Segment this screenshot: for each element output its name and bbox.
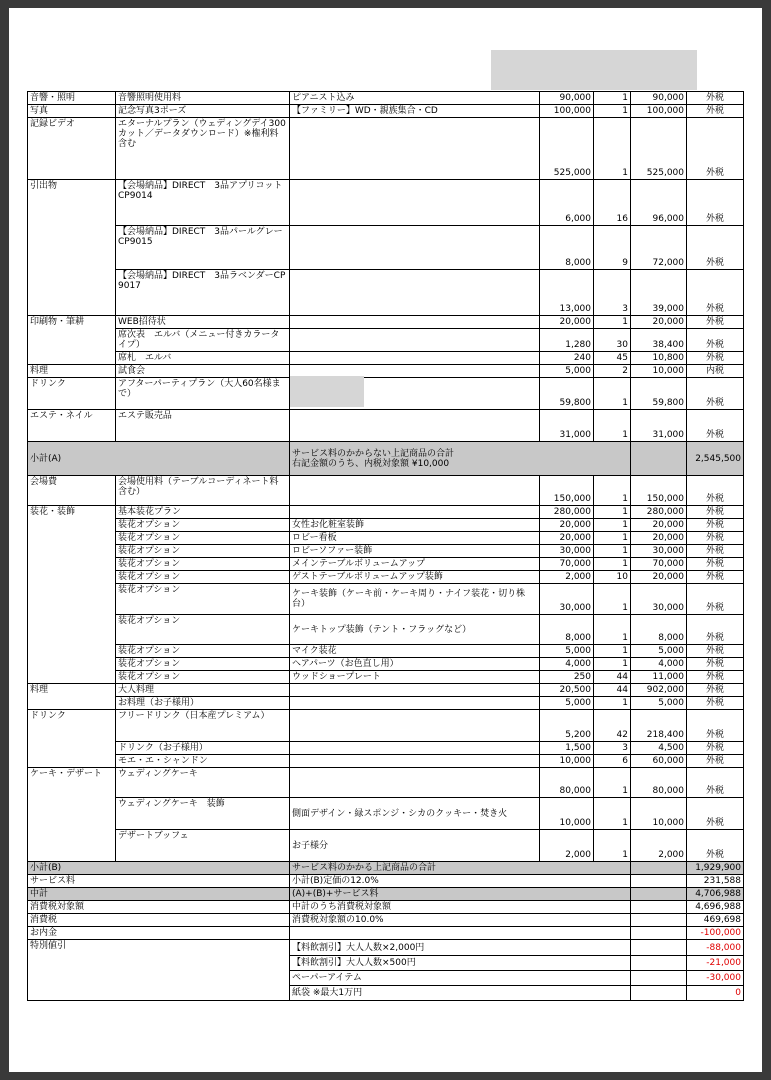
quantity-cell: 1 (594, 658, 631, 671)
amount-cell: 4,000 (631, 658, 687, 671)
quantity-cell: 1 (594, 92, 631, 105)
unit-price-cell: 280,000 (540, 506, 594, 519)
line-item-row (28, 180, 744, 226)
item-name-cell: 装花オプション (116, 558, 290, 571)
item-note-cell (290, 410, 540, 442)
unit-price-cell: 1,280 (540, 329, 594, 352)
summary-note-cell (290, 927, 631, 940)
item-name-cell: 席次表 エルバ（メニュー付きカラータイプ） (116, 329, 290, 352)
unit-price-cell: 525,000 (540, 118, 594, 180)
tax-type-cell: 外税 (687, 316, 744, 329)
tax-type-cell: 外税 (687, 710, 744, 742)
tax-type-cell: 外税 (687, 118, 744, 180)
amount-cell: 2,000 (631, 830, 687, 862)
unit-price-cell: 10,000 (540, 798, 594, 830)
quantity-cell: 1 (594, 476, 631, 506)
discount-amount-cell: -30,000 (687, 971, 744, 986)
item-note-cell (290, 180, 540, 226)
item-note-cell: ピアニスト込み (290, 92, 540, 105)
subtotal-a-amount: 2,545,500 (687, 442, 744, 476)
tax-type-cell: 外税 (687, 180, 744, 226)
quantity-cell: 1 (594, 532, 631, 545)
amount-cell: 100,000 (631, 105, 687, 118)
tax-type-cell: 外税 (687, 519, 744, 532)
line-item-row (28, 105, 744, 118)
subtotal-a-note-line1: サービス料のかからない上記商品の合計 (292, 448, 455, 459)
amount-cell: 59,800 (631, 378, 687, 410)
tax-type-cell: 外税 (687, 658, 744, 671)
item-note-cell: お子様分 (290, 830, 540, 862)
quantity-cell: 42 (594, 710, 631, 742)
amount-cell: 10,000 (631, 365, 687, 378)
item-name-cell: 装花オプション (116, 571, 290, 584)
item-note-cell: マイク装花 (290, 645, 540, 658)
summary-row (28, 888, 744, 901)
tax-type-cell: 外税 (687, 226, 744, 270)
item-note-cell (290, 506, 540, 519)
discount-qty-cell (631, 956, 687, 971)
tax-type-cell: 外税 (687, 352, 744, 365)
amount-cell: 902,000 (631, 684, 687, 697)
line-item-row (28, 226, 744, 270)
subtotal-a-note (290, 442, 631, 476)
summary-note-cell: 消費税対象額の10.0% (290, 914, 631, 927)
summary-note-cell: 中計のうち消費税対象額 (290, 901, 631, 914)
unit-price-cell: 6,000 (540, 180, 594, 226)
quantity-cell: 6 (594, 755, 631, 768)
item-note-cell (290, 755, 540, 768)
item-name-cell: 【会場納品】DIRECT 3品ラベンダーCP9017 (116, 270, 290, 316)
unit-price-cell: 250 (540, 671, 594, 684)
amount-cell: 70,000 (631, 558, 687, 571)
quantity-cell: 1 (594, 410, 631, 442)
amount-cell: 60,000 (631, 755, 687, 768)
tax-type-cell: 外税 (687, 105, 744, 118)
line-item-row (28, 558, 744, 571)
tax-type-cell: 外税 (687, 506, 744, 519)
item-name-cell: 【会場納品】DIRECT 3品パールグレーCP9015 (116, 226, 290, 270)
quantity-cell: 1 (594, 768, 631, 798)
summary-note-cell: (A)+(B)+サービス料 (290, 888, 631, 901)
category-cell: ケーキ・デザート (28, 768, 116, 862)
unit-price-cell: 80,000 (540, 768, 594, 798)
tax-type-cell: 外税 (687, 532, 744, 545)
quantity-cell: 1 (594, 584, 631, 615)
amount-cell: 30,000 (631, 584, 687, 615)
unit-price-cell: 90,000 (540, 92, 594, 105)
quantity-cell: 1 (594, 645, 631, 658)
quantity-cell: 1 (594, 105, 631, 118)
item-name-cell: 装花オプション (116, 545, 290, 558)
item-name-cell: ウェディングケーキ 装飾 (116, 798, 290, 830)
item-note-cell: ロビーソファー装飾 (290, 545, 540, 558)
amount-cell: 5,000 (631, 697, 687, 710)
category-cell: ドリンク (28, 378, 116, 410)
line-item-row (28, 584, 744, 615)
line-item-row (28, 378, 744, 410)
item-note-cell (290, 768, 540, 798)
line-item-row (28, 329, 744, 352)
line-item-row (28, 352, 744, 365)
quantity-cell: 44 (594, 671, 631, 684)
summary-row (28, 862, 744, 875)
line-item-row (28, 545, 744, 558)
summary-qty-cell (631, 875, 687, 888)
item-name-cell: 装花オプション (116, 671, 290, 684)
unit-price-cell: 20,000 (540, 532, 594, 545)
tax-type-cell: 外税 (687, 476, 744, 506)
discount-amount-cell: -88,000 (687, 940, 744, 956)
amount-cell: 96,000 (631, 180, 687, 226)
summary-note-cell: 小計(B)定価の12.0% (290, 875, 631, 888)
item-note-cell (290, 742, 540, 755)
amount-cell: 20,000 (631, 316, 687, 329)
category-cell: 装花・装飾 (28, 506, 116, 684)
item-note-cell (290, 226, 540, 270)
category-cell: 写真 (28, 105, 116, 118)
item-name-cell: 装花オプション (116, 584, 290, 615)
quantity-cell: 16 (594, 180, 631, 226)
summary-label-cell: 小計(B) (28, 862, 290, 875)
item-note-cell: 女性お化粧室装飾 (290, 519, 540, 532)
line-item-row (28, 270, 744, 316)
redacted-note-block (290, 376, 364, 407)
item-note-cell (290, 684, 540, 697)
summary-qty-cell (631, 927, 687, 940)
tax-type-cell: 外税 (687, 768, 744, 798)
unit-price-cell: 70,000 (540, 558, 594, 571)
discount-qty-cell (631, 986, 687, 1001)
quantity-cell: 10 (594, 571, 631, 584)
unit-price-cell: 100,000 (540, 105, 594, 118)
unit-price-cell: 4,000 (540, 658, 594, 671)
tax-type-cell: 外税 (687, 697, 744, 710)
summary-qty-cell (631, 862, 687, 875)
item-name-cell: モエ・エ・シャンドン (116, 755, 290, 768)
line-item-row (28, 798, 744, 830)
amount-cell: 8,000 (631, 615, 687, 645)
item-note-cell (290, 352, 540, 365)
category-cell: 料理 (28, 684, 116, 710)
item-note-cell: 側面デザイン・緑スポンジ・シカのクッキー・焚き火 (290, 798, 540, 830)
tax-type-cell: 外税 (687, 571, 744, 584)
item-note-cell: ロビー看板 (290, 532, 540, 545)
item-name-cell: 音響照明使用料 (116, 92, 290, 105)
unit-price-cell: 13,000 (540, 270, 594, 316)
tax-type-cell: 外税 (687, 798, 744, 830)
line-item-row (28, 710, 744, 742)
discount-qty-cell (631, 940, 687, 956)
tax-type-cell: 外税 (687, 329, 744, 352)
unit-price-cell: 240 (540, 352, 594, 365)
quantity-cell: 45 (594, 352, 631, 365)
item-note-cell (290, 118, 540, 180)
item-name-cell: ウェディングケーキ (116, 768, 290, 798)
amount-cell: 38,400 (631, 329, 687, 352)
item-name-cell: 大人料理 (116, 684, 290, 697)
item-name-cell: 会場使用料（テーブルコーディネート料含む） (116, 476, 290, 506)
amount-cell: 31,000 (631, 410, 687, 442)
unit-price-cell: 20,500 (540, 684, 594, 697)
item-note-cell (290, 316, 540, 329)
quantity-cell: 44 (594, 684, 631, 697)
summary-label-cell: 中計 (28, 888, 290, 901)
redacted-header-block (491, 50, 697, 90)
summary-row (28, 901, 744, 914)
unit-price-cell: 20,000 (540, 519, 594, 532)
amount-cell: 20,000 (631, 519, 687, 532)
item-name-cell: 装花オプション (116, 532, 290, 545)
item-note-cell (290, 329, 540, 352)
amount-cell: 280,000 (631, 506, 687, 519)
line-item-row (28, 755, 744, 768)
quantity-cell: 1 (594, 316, 631, 329)
tax-type-cell: 外税 (687, 645, 744, 658)
line-item-row (28, 519, 744, 532)
unit-price-cell: 59,800 (540, 378, 594, 410)
item-note-cell: ケーキトップ装飾（テント・フラッグなど） (290, 615, 540, 645)
tax-type-cell: 外税 (687, 830, 744, 862)
amount-cell: 218,400 (631, 710, 687, 742)
summary-row (28, 927, 744, 940)
item-note-cell: ゲストテーブルボリュームアップ装飾 (290, 571, 540, 584)
tax-type-cell: 外税 (687, 558, 744, 571)
tax-type-cell: 外税 (687, 755, 744, 768)
tax-type-cell: 内税 (687, 365, 744, 378)
line-item-row (28, 684, 744, 697)
item-name-cell: エターナルプラン（ウェディングデイ300カット／データダウンロード）※権利料含む (116, 118, 290, 180)
line-item-row (28, 697, 744, 710)
item-note-cell (290, 697, 540, 710)
line-item-row (28, 476, 744, 506)
discount-note-cell: ペーパーアイテム (290, 971, 631, 986)
line-item-row (28, 830, 744, 862)
item-name-cell: 装花オプション (116, 658, 290, 671)
quantity-cell: 1 (594, 558, 631, 571)
unit-price-cell: 20,000 (540, 316, 594, 329)
item-name-cell: 記念写真3ポーズ (116, 105, 290, 118)
item-note-cell (290, 270, 540, 316)
unit-price-cell: 8,000 (540, 226, 594, 270)
amount-cell: 72,000 (631, 226, 687, 270)
amount-cell: 150,000 (631, 476, 687, 506)
quantity-cell: 1 (594, 697, 631, 710)
estimate-table (27, 91, 744, 1001)
unit-price-cell: 5,200 (540, 710, 594, 742)
category-cell: 印刷物・筆耕 (28, 316, 116, 365)
discount-qty-cell (631, 971, 687, 986)
amount-cell: 20,000 (631, 532, 687, 545)
tax-type-cell: 外税 (687, 742, 744, 755)
item-name-cell: 席札 エルバ (116, 352, 290, 365)
item-name-cell: 装花オプション (116, 645, 290, 658)
item-note-cell (290, 710, 540, 742)
category-cell: 引出物 (28, 180, 116, 316)
unit-price-cell: 1,500 (540, 742, 594, 755)
discount-note-cell: 【料飲割引】大人人数×500円 (290, 956, 631, 971)
amount-cell: 11,000 (631, 671, 687, 684)
summary-row (28, 914, 744, 927)
tax-type-cell: 外税 (687, 615, 744, 645)
item-note-cell: 【ファミリー】WD・親族集合・CD (290, 105, 540, 118)
summary-label-cell: 消費税 (28, 914, 290, 927)
amount-cell: 10,800 (631, 352, 687, 365)
unit-price-cell: 2,000 (540, 830, 594, 862)
quantity-cell: 2 (594, 365, 631, 378)
summary-amount-cell: 231,588 (687, 875, 744, 888)
line-item-row (28, 571, 744, 584)
summary-amount-cell: 4,696,988 (687, 901, 744, 914)
quantity-cell: 3 (594, 742, 631, 755)
discount-note-cell: 紙袋 ※最大1万円 (290, 986, 631, 1001)
unit-price-cell: 5,000 (540, 365, 594, 378)
category-cell: 会場費 (28, 476, 116, 506)
subtotal-a-note-line2: 右記金額のうち、内税対象額 ¥10,000 (292, 458, 450, 469)
summary-qty-cell (631, 888, 687, 901)
amount-cell: 30,000 (631, 545, 687, 558)
tax-type-cell: 外税 (687, 684, 744, 697)
amount-cell: 10,000 (631, 798, 687, 830)
item-note-cell: ケーキ装飾（ケーキ前・ケーキ周り・ナイフ装花・切り株台） (290, 584, 540, 615)
unit-price-cell: 8,000 (540, 615, 594, 645)
line-item-row (28, 365, 744, 378)
amount-cell: 90,000 (631, 92, 687, 105)
category-cell: 音響・照明 (28, 92, 116, 105)
item-name-cell: 試食会 (116, 365, 290, 378)
quantity-cell: 30 (594, 329, 631, 352)
amount-cell: 5,000 (631, 645, 687, 658)
quantity-cell: 1 (594, 118, 631, 180)
item-name-cell: お料理（お子様用） (116, 697, 290, 710)
unit-price-cell: 5,000 (540, 645, 594, 658)
discount-label-cell: 特別値引 (28, 940, 290, 1001)
item-note-cell: ウッドショープレート (290, 671, 540, 684)
tax-type-cell: 外税 (687, 584, 744, 615)
subtotal-a-label: 小計(A) (28, 442, 290, 476)
item-name-cell: 装花オプション (116, 615, 290, 645)
discount-note-cell: 【料飲割引】大人人数×2,000円 (290, 940, 631, 956)
item-name-cell: アフターパーティプラン（大人60名様まで） (116, 378, 290, 410)
line-item-row (28, 410, 744, 442)
summary-amount-cell: 469,698 (687, 914, 744, 927)
amount-cell: 20,000 (631, 571, 687, 584)
summary-label-cell: 消費税対象額 (28, 901, 290, 914)
category-cell: 料理 (28, 365, 116, 378)
quantity-cell: 1 (594, 519, 631, 532)
unit-price-cell: 5,000 (540, 697, 594, 710)
subtotal-a-qty (631, 442, 687, 476)
item-name-cell: 【会場納品】DIRECT 3品アプリコットCP9014 (116, 180, 290, 226)
summary-amount-cell: 4,706,988 (687, 888, 744, 901)
item-name-cell: WEB招待状 (116, 316, 290, 329)
item-name-cell: ドリンク（お子様用） (116, 742, 290, 755)
amount-cell: 80,000 (631, 768, 687, 798)
summary-qty-cell (631, 901, 687, 914)
item-name-cell: デザートブッフェ (116, 830, 290, 862)
quantity-cell: 1 (594, 830, 631, 862)
quantity-cell: 3 (594, 270, 631, 316)
item-name-cell: フリードリンク（日本産プレミアム） (116, 710, 290, 742)
unit-price-cell: 150,000 (540, 476, 594, 506)
discount-amount-cell: 0 (687, 986, 744, 1001)
discount-row (28, 940, 744, 956)
amount-cell: 4,500 (631, 742, 687, 755)
category-cell: ドリンク (28, 710, 116, 768)
unit-price-cell: 30,000 (540, 545, 594, 558)
tax-type-cell: 外税 (687, 270, 744, 316)
discount-amount-cell: -21,000 (687, 956, 744, 971)
quantity-cell: 9 (594, 226, 631, 270)
line-item-row (28, 615, 744, 645)
amount-cell: 525,000 (631, 118, 687, 180)
unit-price-cell: 10,000 (540, 755, 594, 768)
tax-type-cell: 外税 (687, 92, 744, 105)
line-item-row (28, 645, 744, 658)
line-item-row (28, 532, 744, 545)
subtotal-a-row (28, 442, 744, 476)
line-item-row (28, 742, 744, 755)
tax-type-cell: 外税 (687, 378, 744, 410)
quantity-cell: 1 (594, 798, 631, 830)
summary-qty-cell (631, 914, 687, 927)
summary-label-cell: お内金 (28, 927, 290, 940)
summary-amount-cell: 1,929,900 (687, 862, 744, 875)
item-note-cell: メインテーブルボリュームアップ (290, 558, 540, 571)
summary-row (28, 875, 744, 888)
item-note-cell (290, 476, 540, 506)
tax-type-cell: 外税 (687, 410, 744, 442)
summary-note-cell: サービス料のかかる上記商品の合計 (290, 862, 631, 875)
line-item-row (28, 118, 744, 180)
estimate-body (28, 92, 744, 1001)
quantity-cell: 1 (594, 378, 631, 410)
summary-label-cell: サービス料 (28, 875, 290, 888)
line-item-row (28, 506, 744, 519)
summary-amount-cell: -100,000 (687, 927, 744, 940)
unit-price-cell: 31,000 (540, 410, 594, 442)
item-name-cell: 装花オプション (116, 519, 290, 532)
amount-cell: 39,000 (631, 270, 687, 316)
tax-type-cell: 外税 (687, 545, 744, 558)
line-item-row (28, 316, 744, 329)
item-name-cell: エステ販売品 (116, 410, 290, 442)
line-item-row (28, 658, 744, 671)
line-item-row (28, 92, 744, 105)
quantity-cell: 1 (594, 506, 631, 519)
tax-type-cell: 外税 (687, 671, 744, 684)
quantity-cell: 1 (594, 615, 631, 645)
unit-price-cell: 30,000 (540, 584, 594, 615)
item-name-cell: 基本装花プラン (116, 506, 290, 519)
line-item-row (28, 671, 744, 684)
unit-price-cell: 2,000 (540, 571, 594, 584)
line-item-row (28, 768, 744, 798)
category-cell: 記録ビデオ (28, 118, 116, 180)
quantity-cell: 1 (594, 545, 631, 558)
item-note-cell: ヘアパーツ（お色直し用） (290, 658, 540, 671)
category-cell: エステ・ネイル (28, 410, 116, 442)
